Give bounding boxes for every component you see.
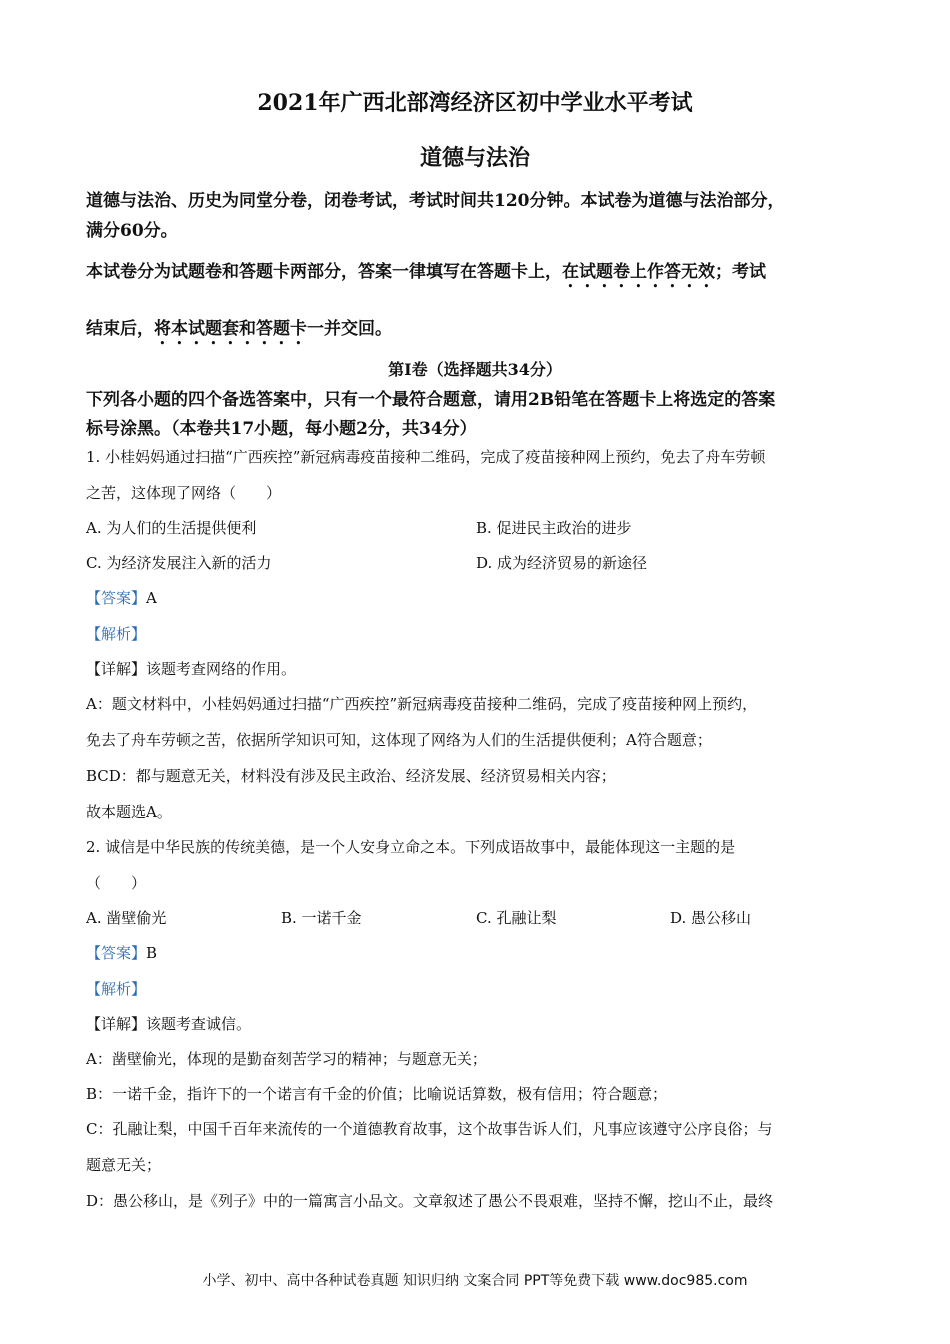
section-instruction-2: 标号涂黑。（本卷共17小题，每小题2分，共34分） <box>86 419 477 439</box>
exam-title: 2021年广西北部湾经济区初中学业水平考试 <box>257 90 693 116</box>
q1-stem-2: 之苦，这体现了网络（ ） <box>86 484 282 502</box>
q1-option-a: A. 为人们的生活提供便利 <box>86 519 257 537</box>
q1-explain-4: 故本题选A。 <box>86 803 172 821</box>
footer-url[interactable]: www.doc985.com <box>623 1273 748 1289</box>
q1-explain-3: BCD：都与题意无关，材料没有涉及民主政治、经济发展、经济贸易相关内容； <box>86 767 616 785</box>
intro-line-4-start: 结束后， <box>86 319 154 339</box>
q1-stem-1: 1. 小桂妈妈通过扫描“广西疾控”新冠病毒疫苗接种二维码，完成了疫苗接种网上预约，免去了舟车劳顿 <box>86 448 766 466</box>
intro-emphasis-invalid: 在试题卷上作答无效 <box>562 262 715 282</box>
q2-detail-text: 该题考查诚信。 <box>146 1015 252 1033</box>
q2-explain-2: B：一诺千金，指许下的一个诺言有千金的价值；比喻说话算数，极有信用；符合题意； <box>86 1085 668 1103</box>
subject-title: 道德与法治 <box>419 145 530 171</box>
q2-explain-3: C：孔融让梨，中国千百年来流传的一个道德教育故事，这个故事告诉人们，凡事应该遵守公序良俗；与 <box>86 1120 773 1138</box>
section-heading: 第Ⅰ卷（选择题共34分） <box>388 360 562 379</box>
intro-line-2: 满分60分。 <box>86 221 178 241</box>
footer <box>0 1270 950 1290</box>
intro-emphasis-return: 将本试题套和答题卡 <box>154 319 307 339</box>
q1-option-b: B. 促进民主政治的进步 <box>476 519 632 537</box>
q1-option-d: D. 成为经济贸易的新途径 <box>476 554 648 572</box>
intro-line-4-end: 一并交回。 <box>307 319 392 339</box>
q1-option-c: C. 为经济发展注入新的活力 <box>86 554 272 572</box>
intro-line-3 <box>86 257 766 292</box>
q1-explain-1: A：题文材料中，小桂妈妈通过扫描“广西疾控”新冠病毒疫苗接种二维码，完成了疫苗接种网上预约， <box>86 695 758 713</box>
q2-stem-2: （ ） <box>86 874 147 892</box>
q2-detail <box>86 1013 251 1034</box>
q1-answer <box>86 587 157 608</box>
q1-detail <box>86 658 296 679</box>
q2-explain-5: D：愚公移山，是《列子》中的一篇寓言小品文。文章叙述了愚公不畏艰难，坚持不懈，挖山不止，最终 <box>86 1192 774 1210</box>
answer-tag: 【答案】 <box>86 589 147 607</box>
intro-line-4 <box>86 314 392 349</box>
q2-explain-4: 题意无关； <box>86 1156 162 1174</box>
detail-tag: 【详解】 <box>86 660 147 678</box>
q2-stem-1: 2. 诚信是中华民族的传统美德，是一个人安身立命之本。下列成语故事中，最能体现这一主题的是 <box>86 838 736 856</box>
q2-explain-1: A：凿壁偷光，体现的是勤奋刻苦学习的精神；与题意无关； <box>86 1050 487 1068</box>
intro-line-1: 道德与法治、历史为同堂分卷，闭卷考试，考试时间共120分钟。本试卷为道德与法治部分， <box>86 191 785 211</box>
q2-answer-value: B <box>146 944 158 962</box>
q2-answer <box>86 942 157 963</box>
intro-line-3-start: 本试卷分为试题卷和答题卡两部分，答案一律填写在答题卡上， <box>86 262 562 282</box>
q1-analysis-tag: 【解析】 <box>86 625 147 643</box>
q2-option-c: C. 孔融让梨 <box>476 909 557 927</box>
q1-explain-2: 免去了舟车劳顿之苦，依据所学知识可知，这体现了网络为人们的生活提供便利；A符合题意； <box>86 731 712 749</box>
q2-option-a: A. 凿壁偷光 <box>86 909 167 927</box>
q1-answer-value: A <box>146 589 157 607</box>
answer-tag: 【答案】 <box>86 944 147 962</box>
q2-option-d: D. 愚公移山 <box>670 909 752 927</box>
section-instruction-1: 下列各小题的四个备选答案中，只有一个最符合题意，请用2B铅笔在答题卡上将选定的答案 <box>86 390 776 410</box>
footer-text: 小学、初中、高中各种试卷真题 知识归纳 文案合同 PPT等免费下载 <box>202 1273 620 1289</box>
intro-line-3-end: ；考试 <box>715 262 766 282</box>
q2-analysis-tag: 【解析】 <box>86 980 147 998</box>
q2-option-b: B. 一诺千金 <box>281 909 362 927</box>
detail-tag: 【详解】 <box>86 1015 147 1033</box>
q1-detail-text: 该题考查网络的作用。 <box>146 660 297 678</box>
